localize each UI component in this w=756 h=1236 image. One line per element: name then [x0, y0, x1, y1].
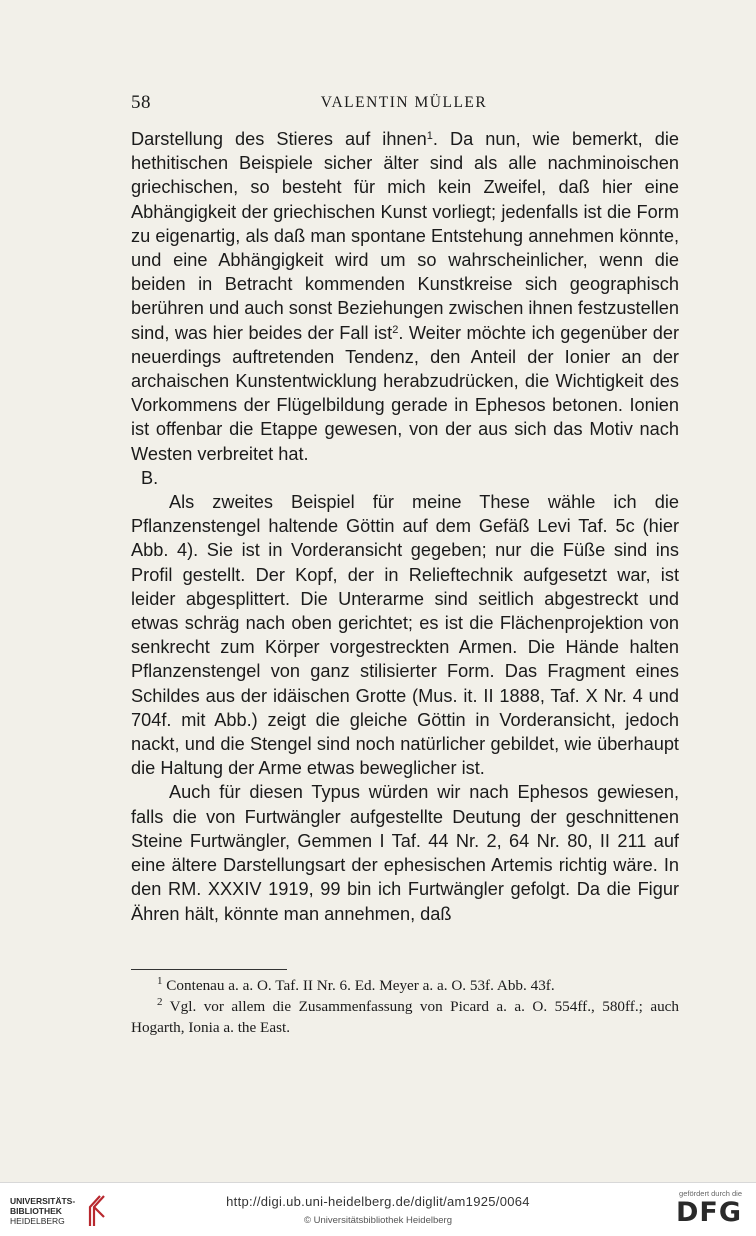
footnote-ref-1[interactable]: 1	[426, 130, 433, 142]
library-name-line-2: BIBLIOTHEK	[10, 1206, 62, 1216]
funding-note: gefördert durch die	[679, 1189, 742, 1198]
running-head: VALENTIN MÜLLER	[320, 94, 488, 111]
footnote-mark-1: 1	[157, 975, 163, 987]
paragraph-2: Als zweites Beispiel für meine These wähle ich die Pflanzenstengel haltende Göttin auf dem Gefäß Levi Taf. 5c (hier Abb. 4). Sie ist in Vorderansicht gegeben; nur die Füße sind ins Profil gestellt. Der Kopf, der in Relieftechnik aufgesetzt war, ist leider abgesplittert. Die Unterarme sind seitlich abgestreckt und etwas schräg nach oben gerichtet; es ist die Flächenprojektion von senkrecht zum Körper vorgestreckten Armen. Die Hände halten Pflanzenstengel von ganz stilisierter Form. Das Fragment eines Schildes aus der idäischen Grotte (Mus. it. II 1888, Taf. X Nr. 4 und 704f. mit Abb.) zeigt die gleiche Göttin in Vorderansicht, jedoch nackt, und die Stengel sind noch natürlicher gebildet, wie überhaupt die Haltung der Arme etwas beweglicher ist.	[131, 492, 679, 779]
page-number: 58	[131, 92, 151, 113]
section-heading: B.	[141, 467, 159, 488]
footnote-mark-2: 2	[157, 996, 163, 1008]
paragraph-3: Auch für diesen Typus würden wir nach Ephesos gewiesen, falls die von Furtwängler aufgestellte Deutung der geschnittenen Steine Furtwängler, Gemmen I Taf. 44 Nr. 2, 64 Nr. 80, II 211 auf eine ältere Darstellungsart der ephesischen Artemis richtig wäre. In den RM. XXXIV 1919, 99 bin ich Furtwängler gefolgt. Da die Figur Ähren hält, könnte man annehmen, daß	[131, 782, 679, 924]
footnote-divider	[131, 969, 287, 970]
permalink-url[interactable]: http://digi.ub.uni-heidelberg.de/diglit/am1925/0064	[226, 1194, 530, 1209]
footnote-ref-2[interactable]: 2	[392, 323, 399, 336]
body-text	[131, 127, 679, 926]
paragraph-1-part-c: . Weiter möchte ich gegenüber der neuerdings auftretenden Tendenz, den Anteil der Ionier an der archaischen Kunstentwicklung herabzudrücken, die Wichtigkeit des Vorkommens der Flügelbildung gerade in Ephesos betonen. Ionien ist offenbar die Etappe gewesen, von der aus sich das Motiv nach Westen verbreitet hat.	[131, 322, 679, 464]
dfg-logo[interactable]	[662, 1189, 742, 1231]
paragraph-1-part-a: Darstellung des Stieres auf ihnen	[131, 129, 427, 149]
library-name-line-1: UNIVERSITÄTS-	[10, 1196, 76, 1206]
footnote-1-text: Contenau a. a. O. Taf. II Nr. 6. Ed. Meyer a. a. O. 53f. Abb. 43f.	[162, 977, 555, 994]
footnotes	[131, 975, 679, 1038]
library-name-line-3: HEIDELBERG	[10, 1216, 65, 1226]
copyright-notice: © Universitätsbibliothek Heidelberg	[304, 1215, 452, 1226]
viewer-footer	[0, 1182, 756, 1236]
footnote-2-text: Vgl. vor allem die Zusammenfassung von Picard a. a. O. 554ff., 580ff.; auch Hogarth, Ionia a. the East.	[131, 998, 679, 1036]
footnote-1	[131, 975, 679, 996]
page-header	[0, 92, 756, 120]
footnote-2	[131, 996, 679, 1038]
paragraph-1-part-b: . Da nun, wie bemerkt, die hethitischen Beispiele sicher älter sind als alle nachminoischen griechischen, so besteht für mich kein Zweifel, daß hier eine Abhängigkeit der griechischen Kunst vorliegt; jedenfalls ist die Form zu eigenartig, als daß man spontane Entstehung annehmen könnte, und eine Abhängigkeit wird um so wahrscheinlicher, wenn die beiden in Betracht kommenden Kunstkreise sich geographisch berühren und auch sonst Beziehungen zwischen ihnen festzustellen sind, was hier beides der Fall ist	[131, 129, 680, 343]
paragraph-1	[131, 127, 679, 466]
dfg-wordmark: DFG	[675, 1197, 742, 1228]
